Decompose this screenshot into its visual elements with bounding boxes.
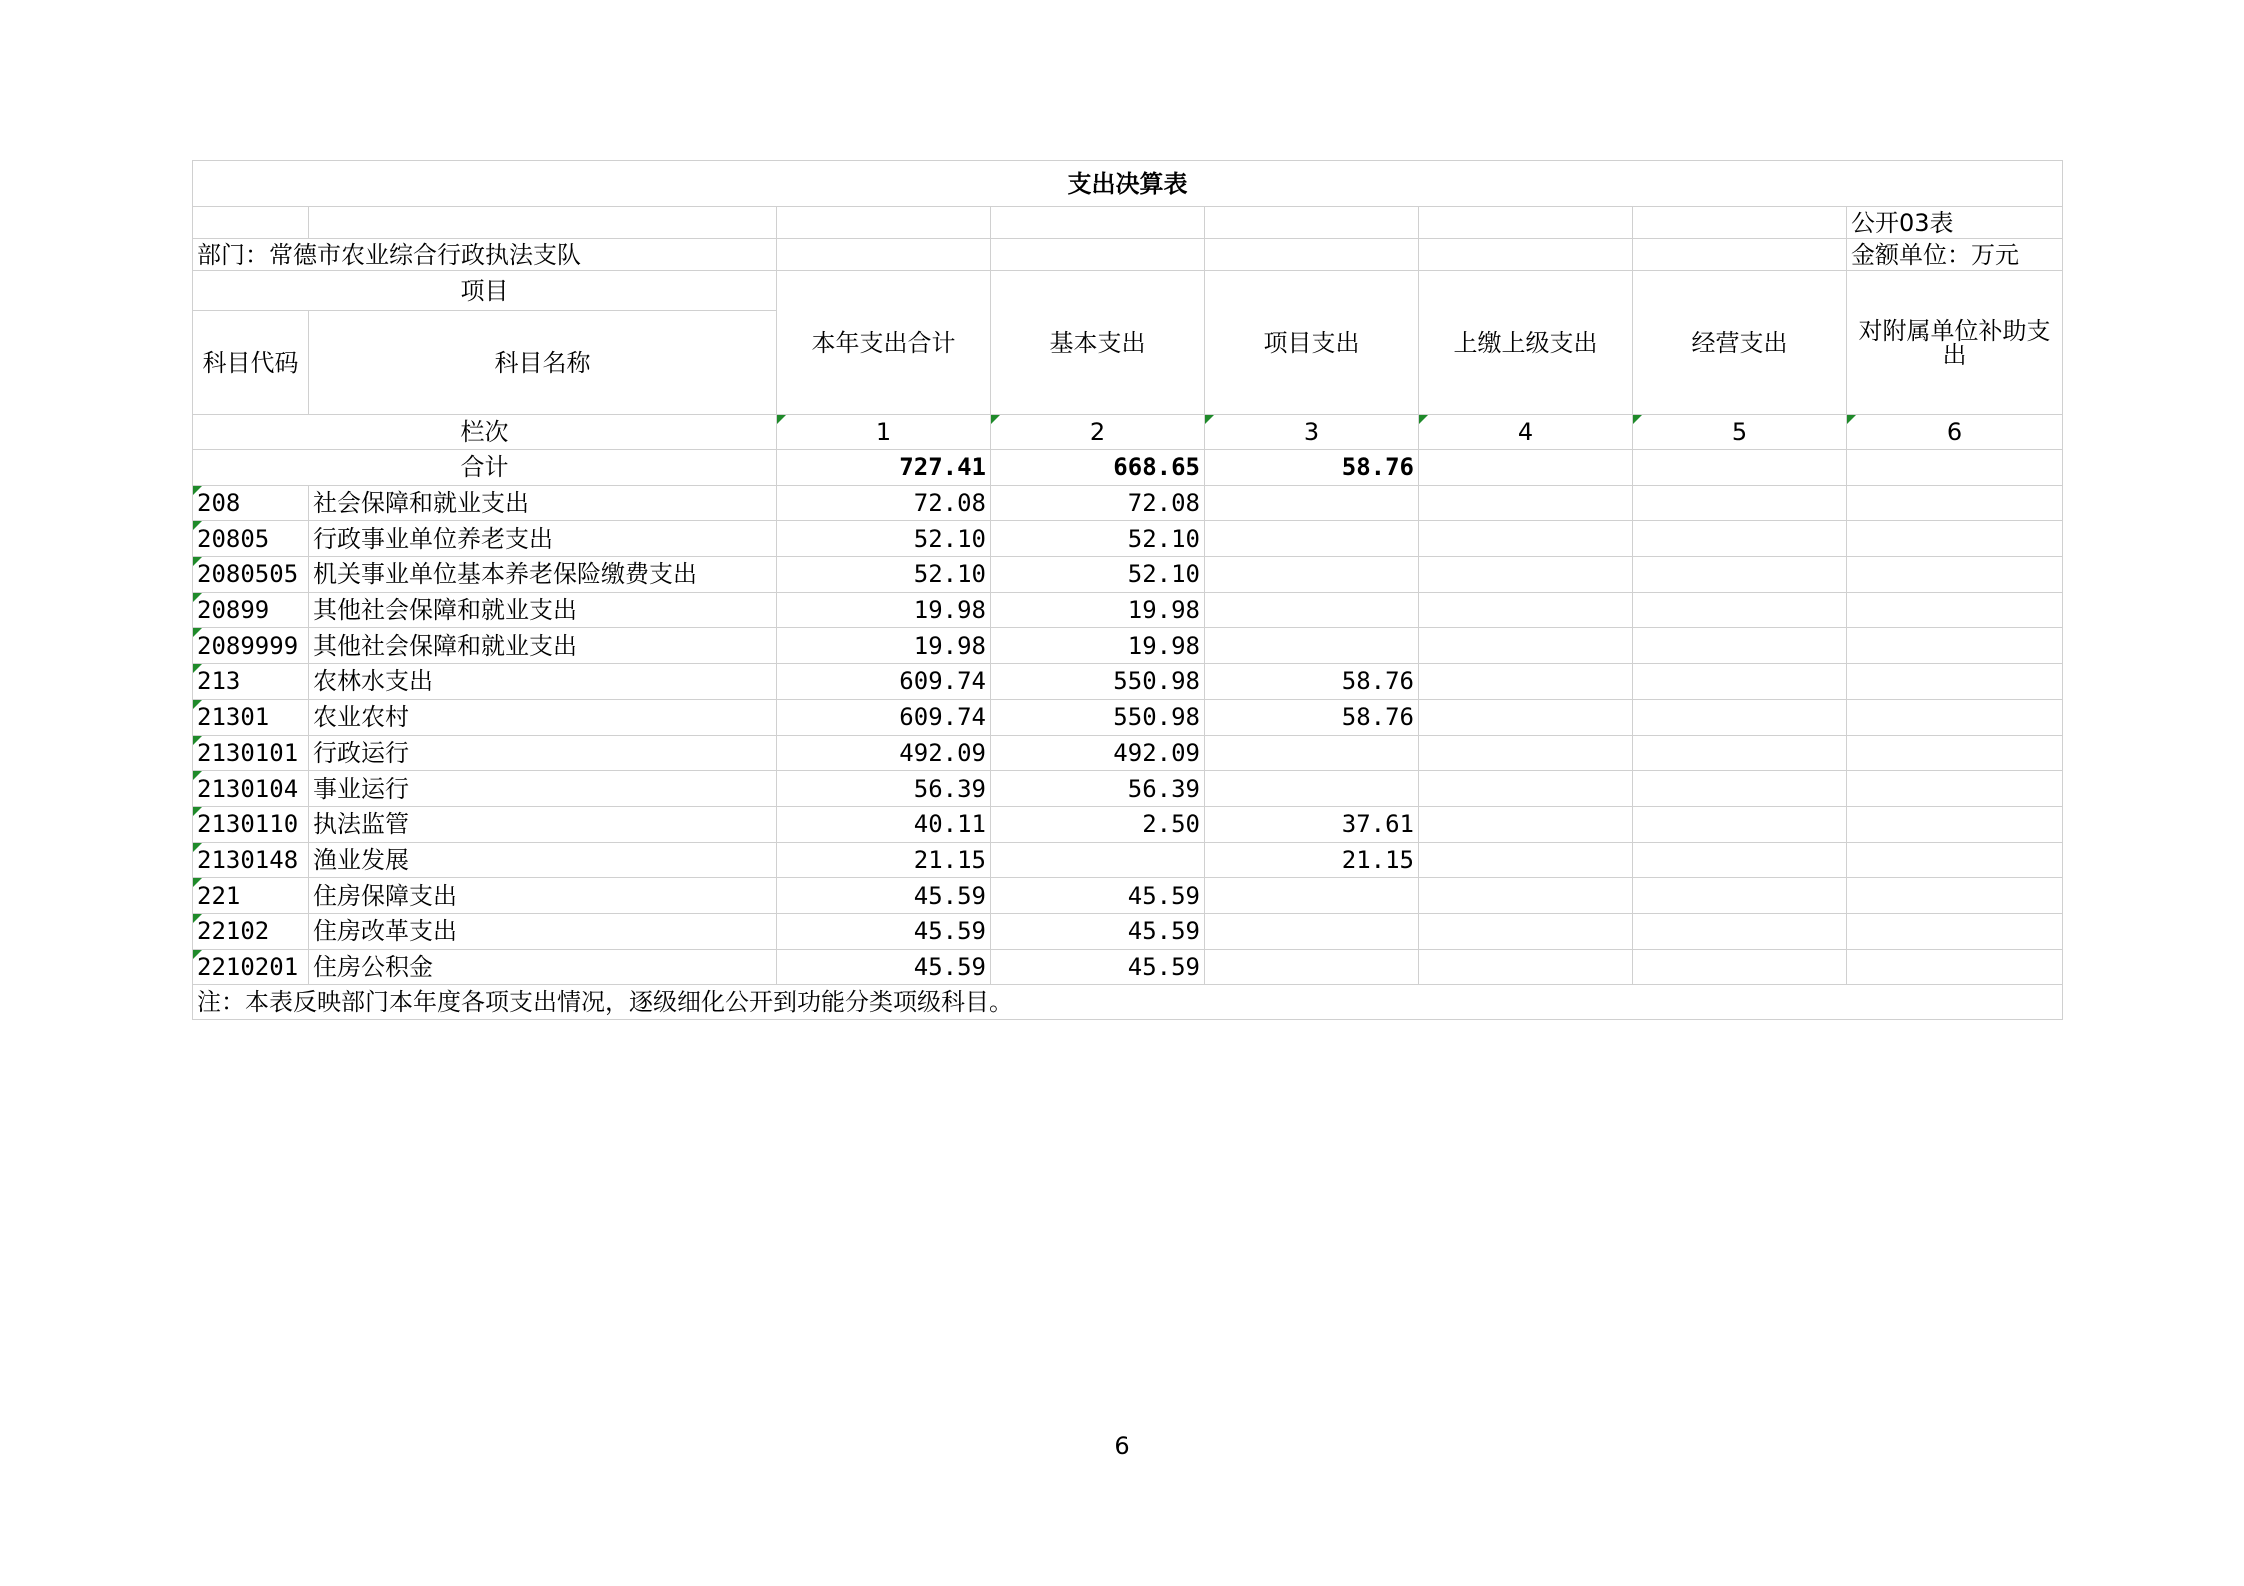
row-name: 住房公积金 — [309, 949, 777, 985]
row-value: 72.08 — [777, 485, 991, 521]
row-value — [1633, 913, 1847, 949]
row-value — [1419, 913, 1633, 949]
row-name: 农业农村 — [309, 699, 777, 735]
row-value — [1419, 735, 1633, 771]
row-value — [1633, 521, 1847, 557]
row-name: 机关事业单位基本养老保险缴费支出 — [309, 557, 777, 593]
row-value: 37.61 — [1205, 806, 1419, 842]
row-value — [1847, 771, 2063, 807]
row-value: 19.98 — [991, 592, 1205, 628]
table-row — [193, 592, 2063, 628]
header-item: 项目 — [193, 271, 777, 311]
row-value: 492.09 — [991, 735, 1205, 771]
table-note: 注：本表反映部门本年度各项支出情况，逐级细化公开到功能分类项级科目。 — [193, 985, 2063, 1020]
row-value — [1419, 806, 1633, 842]
table-row — [193, 485, 2063, 521]
column-number: 3 — [1205, 415, 1419, 450]
row-value — [1633, 699, 1847, 735]
row-value: 56.39 — [777, 771, 991, 807]
table-row — [193, 664, 2063, 700]
page-number: 6 — [1114, 1432, 1130, 1460]
row-name: 渔业发展 — [309, 842, 777, 878]
row-value — [1419, 949, 1633, 985]
table-number: 公开03表 — [1847, 207, 2063, 239]
total-value: 668.65 — [991, 450, 1205, 486]
row-value — [1419, 842, 1633, 878]
row-value — [1419, 628, 1633, 664]
row-value: 45.59 — [777, 878, 991, 914]
row-name: 其他社会保障和就业支出 — [309, 628, 777, 664]
table-row — [193, 628, 2063, 664]
row-value: 45.59 — [991, 878, 1205, 914]
header-col1: 本年支出合计 — [777, 271, 991, 415]
row-code: 2130110 — [193, 806, 309, 842]
table-title: 支出决算表 — [193, 161, 2063, 207]
row-value — [1633, 664, 1847, 700]
row-value — [1419, 485, 1633, 521]
row-value — [1847, 949, 2063, 985]
row-value — [1419, 771, 1633, 807]
row-value — [1419, 557, 1633, 593]
row-value: 52.10 — [991, 521, 1205, 557]
row-value — [1847, 699, 2063, 735]
table-row — [193, 806, 2063, 842]
total-value — [1419, 450, 1633, 486]
row-value — [1847, 913, 2063, 949]
row-value — [1633, 806, 1847, 842]
row-value — [1847, 485, 2063, 521]
row-name: 农林水支出 — [309, 664, 777, 700]
row-value — [1419, 664, 1633, 700]
row-value: 19.98 — [991, 628, 1205, 664]
row-value — [1847, 735, 2063, 771]
row-value: 21.15 — [1205, 842, 1419, 878]
column-number: 2 — [991, 415, 1205, 450]
row-value: 45.59 — [777, 913, 991, 949]
row-value — [1205, 592, 1419, 628]
row-code: 2130101 — [193, 735, 309, 771]
row-value — [1205, 771, 1419, 807]
row-code: 213 — [193, 664, 309, 700]
row-value — [1205, 878, 1419, 914]
row-value: 609.74 — [777, 699, 991, 735]
row-value — [1847, 628, 2063, 664]
column-number: 5 — [1633, 415, 1847, 450]
row-value — [1633, 949, 1847, 985]
row-value — [1419, 699, 1633, 735]
table-row — [193, 521, 2063, 557]
row-name: 行政事业单位养老支出 — [309, 521, 777, 557]
row-value: 52.10 — [991, 557, 1205, 593]
row-code: 2130148 — [193, 842, 309, 878]
header-col3: 项目支出 — [1205, 271, 1419, 415]
row-value: 492.09 — [777, 735, 991, 771]
row-value: 45.59 — [991, 949, 1205, 985]
row-value — [1633, 592, 1847, 628]
row-value — [1419, 878, 1633, 914]
row-code: 22102 — [193, 913, 309, 949]
row-value: 40.11 — [777, 806, 991, 842]
row-value: 550.98 — [991, 664, 1205, 700]
row-value — [1847, 806, 2063, 842]
row-value: 609.74 — [777, 664, 991, 700]
row-name: 社会保障和就业支出 — [309, 485, 777, 521]
row-value — [991, 842, 1205, 878]
row-value — [1847, 878, 2063, 914]
header-code: 科目代码 — [193, 311, 309, 415]
row-code: 208 — [193, 485, 309, 521]
table-row — [193, 842, 2063, 878]
row-name: 事业运行 — [309, 771, 777, 807]
table-row — [193, 699, 2063, 735]
row-value — [1633, 557, 1847, 593]
row-value — [1205, 949, 1419, 985]
row-code: 2089999 — [193, 628, 309, 664]
total-value — [1847, 450, 2063, 486]
row-value — [1205, 521, 1419, 557]
header-col4: 上缴上级支出 — [1419, 271, 1633, 415]
column-number: 1 — [777, 415, 991, 450]
header-name: 科目名称 — [309, 311, 777, 415]
column-number: 4 — [1419, 415, 1633, 450]
row-code: 20899 — [193, 592, 309, 628]
row-code: 20805 — [193, 521, 309, 557]
row-value — [1205, 913, 1419, 949]
table-row — [193, 735, 2063, 771]
row-code: 221 — [193, 878, 309, 914]
row-value — [1633, 878, 1847, 914]
table-row — [193, 913, 2063, 949]
total-value: 58.76 — [1205, 450, 1419, 486]
row-value — [1847, 664, 2063, 700]
table-row — [193, 878, 2063, 914]
row-value — [1419, 592, 1633, 628]
header-col2: 基本支出 — [991, 271, 1205, 415]
row-name: 其他社会保障和就业支出 — [309, 592, 777, 628]
row-name: 行政运行 — [309, 735, 777, 771]
row-value: 19.98 — [777, 628, 991, 664]
row-value — [1847, 521, 2063, 557]
department-label: 部门：常德市农业综合行政执法支队 — [193, 239, 777, 271]
table-row — [193, 949, 2063, 985]
total-value: 727.41 — [777, 450, 991, 486]
row-value — [1847, 557, 2063, 593]
row-name: 住房改革支出 — [309, 913, 777, 949]
column-number: 6 — [1847, 415, 2063, 450]
row-value: 72.08 — [991, 485, 1205, 521]
table-row — [193, 557, 2063, 593]
column-row-label: 栏次 — [193, 415, 777, 450]
row-code: 2210201 — [193, 949, 309, 985]
row-name: 执法监管 — [309, 806, 777, 842]
table-row — [193, 771, 2063, 807]
row-value: 58.76 — [1205, 664, 1419, 700]
row-value — [1847, 842, 2063, 878]
header-col6: 对附属单位补助支出 — [1847, 271, 2063, 415]
row-value — [1633, 628, 1847, 664]
row-value — [1633, 485, 1847, 521]
unit-label: 金额单位：万元 — [1847, 239, 2063, 271]
row-value: 58.76 — [1205, 699, 1419, 735]
row-value — [1205, 485, 1419, 521]
row-value: 56.39 — [991, 771, 1205, 807]
row-value — [1633, 735, 1847, 771]
row-value — [1633, 842, 1847, 878]
total-value — [1633, 450, 1847, 486]
expenditure-table — [192, 160, 2063, 1020]
row-value: 45.59 — [777, 949, 991, 985]
row-value — [1419, 521, 1633, 557]
row-code: 21301 — [193, 699, 309, 735]
row-name: 住房保障支出 — [309, 878, 777, 914]
row-value: 52.10 — [777, 521, 991, 557]
row-value: 550.98 — [991, 699, 1205, 735]
row-value — [1205, 735, 1419, 771]
row-value: 52.10 — [777, 557, 991, 593]
row-value — [1633, 771, 1847, 807]
row-value — [1847, 592, 2063, 628]
row-value: 45.59 — [991, 913, 1205, 949]
row-code: 2130104 — [193, 771, 309, 807]
row-value — [1205, 557, 1419, 593]
row-value: 2.50 — [991, 806, 1205, 842]
row-value: 19.98 — [777, 592, 991, 628]
row-value — [1205, 628, 1419, 664]
row-code: 2080505 — [193, 557, 309, 593]
header-col5: 经营支出 — [1633, 271, 1847, 415]
row-value: 21.15 — [777, 842, 991, 878]
total-label: 合计 — [193, 450, 777, 486]
